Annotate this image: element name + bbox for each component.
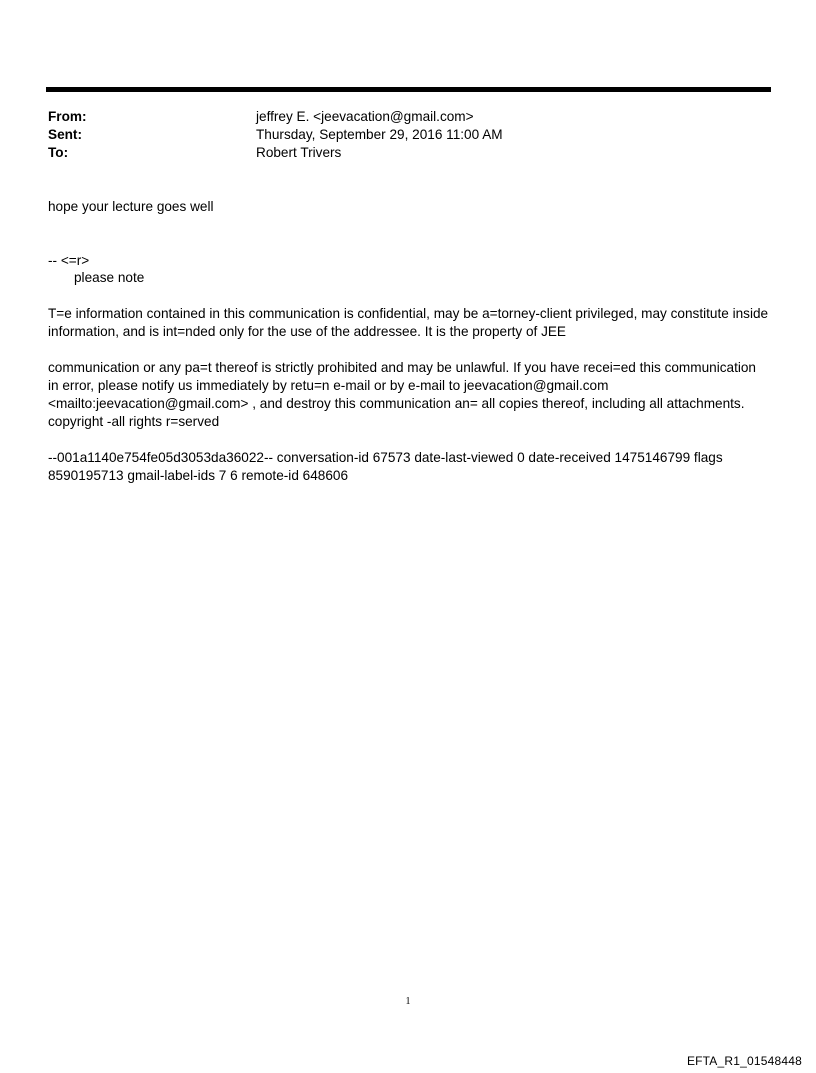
email-greeting: hope your lecture goes well bbox=[48, 199, 214, 214]
disclaimer-paragraph-1: T=e information contained in this communication is confidential, may be a=torney-client privileged, may constitute inside information, and is int=nded only for the use of the addressee. It is the property of JEE bbox=[48, 306, 772, 339]
message-metadata: --001a1140e754fe05d3053da36022-- conversation-id 67573 date-last-viewed 0 date-received 1475146799 flags 8590195713 gmail-label-ids 7 6 remote-id 648606 bbox=[48, 450, 727, 483]
page-number: 1 bbox=[405, 996, 411, 1007]
disclaimer-paragraph-2: communication or any pa=t thereof is strictly prohibited and may be unlawful. If you have recei=ed this communication in error, please notify us immediately by retu=n e-mail or by e-mail to jeevacation@gmail.com <mailto:jeevacation@gmail.com> , and destroy this communication an= all copies thereof, including all attachments. copyright -all rights r=served bbox=[48, 360, 760, 429]
document-id: EFTA_R1_01548448 bbox=[686, 1054, 802, 1068]
sent-label: Sent: bbox=[48, 127, 82, 142]
to-value: Robert Trivers bbox=[256, 145, 342, 160]
signature-dash: -- <=r> bbox=[48, 253, 90, 268]
from-label: From: bbox=[48, 109, 87, 124]
to-label: To: bbox=[48, 145, 69, 160]
from-value: jeffrey E. <jeevacation@gmail.com> bbox=[256, 109, 474, 124]
signature-note: please note bbox=[74, 270, 145, 285]
sent-value: Thursday, September 29, 2016 11:00 AM bbox=[256, 127, 503, 142]
header-divider bbox=[46, 87, 771, 92]
